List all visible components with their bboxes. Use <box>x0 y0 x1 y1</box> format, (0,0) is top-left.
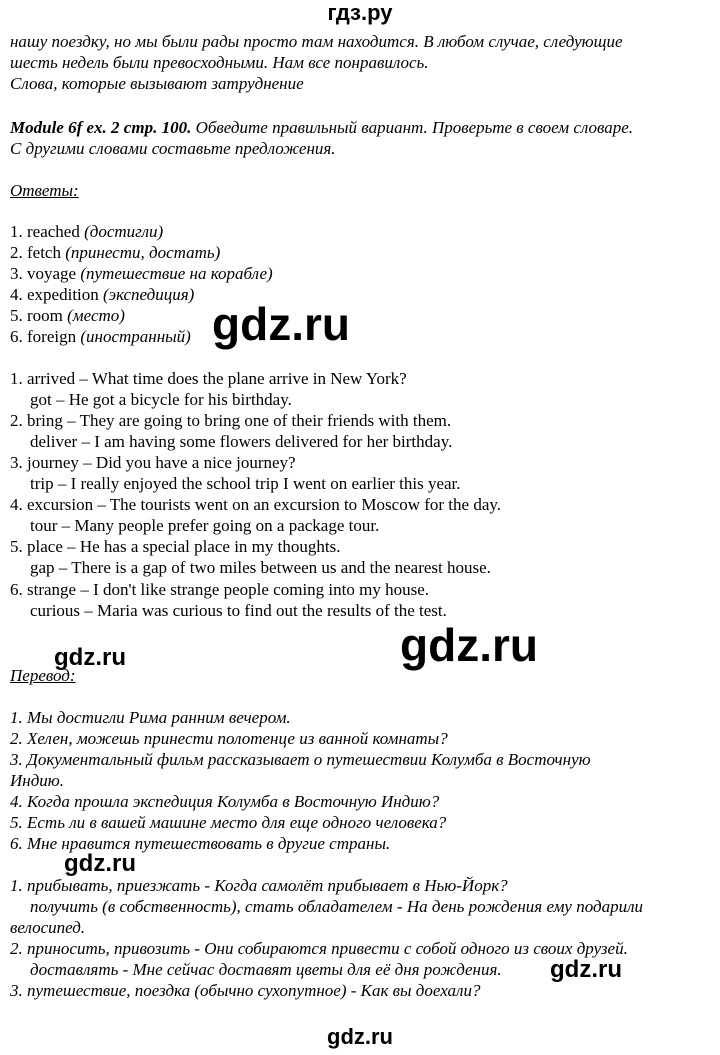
answer-item: 1. reached (достигли) <box>10 222 164 241</box>
watermark-big-1: gdz.ru <box>212 298 350 350</box>
translation-line: 6. Мне нравится путешествовать в другие страны. <box>10 834 391 853</box>
glossary-line: 3. путешествие, поездка (обычно сухопутное) - Как вы доехали? <box>10 981 481 1000</box>
glossary-line: 1. прибывать, приезжать - Когда самолёт прибывает в Нью-Йорк? <box>10 876 508 895</box>
translation-heading: Перевод: <box>10 666 76 685</box>
sentence-line: deliver – I am having some flowers delivered for her birthday. <box>30 432 453 451</box>
sentence-line: 4. excursion – The tourists went on an excursion to Moscow for the day. <box>10 495 502 514</box>
sentence-line: 6. strange – I don't like strange people coming into my house. <box>10 580 430 599</box>
sentence-line: gap – There is a gap of two miles between us and the nearest house. <box>30 558 491 577</box>
glossary-line: велосипед. <box>10 918 86 937</box>
sentence-line: tour – Many people prefer going on a package tour. <box>30 516 380 535</box>
task-text-1: Обведите правильный вариант. Проверьте в своем словаре. <box>191 118 634 137</box>
intro-line-1: нашу поездку, но мы были рады просто там находится. В любом случае, следующие <box>10 32 623 51</box>
glossary-line: 2. приносить, привозить - Они собираются привести с собой одного из своих друзей. <box>10 939 628 958</box>
translation-line: Индию. <box>10 771 65 790</box>
watermark-small-3: gdz.ru <box>550 956 622 983</box>
translation-line: 3. Документальный фильм рассказывает о путешествии Колумба в Восточную <box>10 750 591 769</box>
sentence-line: curious – Maria was curious to find out the results of the test. <box>30 601 447 620</box>
sentence-line: 1. arrived – What time does the plane arrive in New York? <box>10 369 407 388</box>
watermark-big-2: gdz.ru <box>400 619 538 671</box>
translation-line: 5. Есть ли в вашей машине место для еще одного человека? <box>10 813 447 832</box>
glossary-line: получить (в собственность), стать обладателем - На день рождения ему подарили <box>30 897 643 916</box>
task-label: Module 6f ex. 2 стр. 100. <box>10 118 192 137</box>
sentence-line: trip – I really enjoyed the school trip I went on earlier this year. <box>30 474 461 493</box>
task-line-1 <box>10 118 633 138</box>
footer-watermark: gdz.ru <box>327 1024 393 1049</box>
answer-item: 2. fetch (принести, достать) <box>10 243 221 262</box>
watermark-small-2: gdz.ru <box>64 850 136 877</box>
sentence-line: 3. journey – Did you have a nice journey? <box>10 453 296 472</box>
answers-heading: Ответы: <box>10 181 79 200</box>
answer-item: 6. foreign (иностранный) <box>10 327 191 346</box>
intro-line-3: Слова, которые вызывают затруднение <box>10 74 304 93</box>
sentence-line: 5. place – He has a special place in my thoughts. <box>10 537 341 556</box>
site-header-title[interactable]: гдз.ру <box>327 0 393 25</box>
answer-item: 3. voyage (путешествие на корабле) <box>10 264 273 283</box>
sentence-line: 2. bring – They are going to bring one of their friends with them. <box>10 411 452 430</box>
watermark-small-1: gdz.ru <box>54 644 126 671</box>
translation-line: 4. Когда прошла экспедиция Колумба в Восточную Индию? <box>10 792 440 811</box>
translation-line: 2. Хелен, можешь принести полотенце из ванной комнаты? <box>10 729 448 748</box>
task-line-2: С другими словами составьте предложения. <box>10 139 336 158</box>
sentence-line: got – He got a bicycle for his birthday. <box>30 390 292 409</box>
glossary-line: доставлять - Мне сейчас доставят цветы для её дня рождения. <box>30 960 502 979</box>
answer-item: 4. expedition (экспедиция) <box>10 285 195 304</box>
answer-item: 5. room (место) <box>10 306 125 325</box>
translation-line: 1. Мы достигли Рима ранним вечером. <box>10 708 291 727</box>
intro-line-2: шесть недель были превосходными. Нам все понравилось. <box>10 53 429 72</box>
